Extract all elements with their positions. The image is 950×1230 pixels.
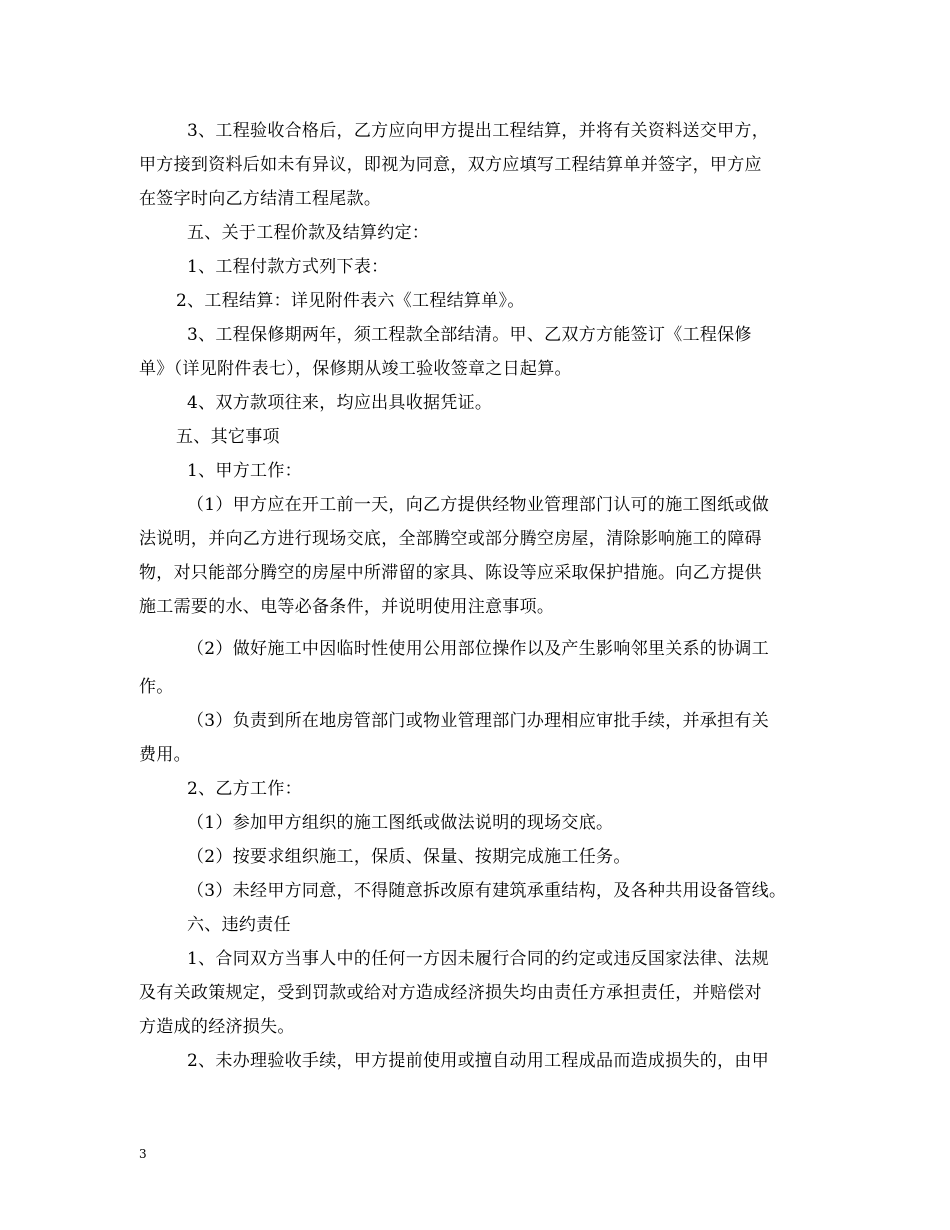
text-line: 在签字时向乙方结清工程尾款。 <box>139 189 382 209</box>
text-line: （3）未经甲方同意，不得随意拆改原有建筑承重结构，及各种共用设备管线。 <box>187 881 787 901</box>
text-line: （1）参加甲方组织的施工图纸或做法说明的现场交底。 <box>187 813 614 833</box>
text-line: 施工需要的水、电等必备条件，并说明使用注意事项。 <box>139 597 555 617</box>
text-line: 方造成的经济损失。 <box>139 1017 295 1037</box>
text-line: （1）甲方应在开工前一天，向乙方提供经物业管理部门认可的施工图纸或做 <box>187 495 770 515</box>
text-line: 作。 <box>139 677 174 697</box>
text-line: （2）按要求组织施工，保质、保量、按期完成施工任务。 <box>187 847 631 867</box>
text-line: 费用。 <box>139 745 191 765</box>
section-heading: 五、其它事项 <box>176 427 280 447</box>
text-line: 1、甲方工作： <box>187 461 302 481</box>
text-line: 及有关政策规定，受到罚款或给对方造成经济损失均由责任方承担责任，并赔偿对 <box>139 983 762 1003</box>
text-line: 1、合同双方当事人中的任何一方因未履行合同的约定或违反国家法律、法规 <box>187 949 770 969</box>
text-line: 2、工程结算：详见附件表六《工程结算单》。 <box>176 291 525 311</box>
page-number: 3 <box>139 1147 147 1161</box>
section-heading: 六、违约责任 <box>187 915 291 935</box>
text-line: 2、未办理验收手续，甲方提前使用或擅自动用工程成品而造成损失的，由甲 <box>187 1051 770 1071</box>
text-line: 4、双方款项往来，均应出具收据凭证。 <box>187 393 493 413</box>
text-line: 甲方接到资料后如未有异议，即视为同意，双方应填写工程结算单并签字，甲方应 <box>139 155 762 175</box>
text-line: （2）做好施工中因临时性使用公用部位操作以及产生影响邻里关系的协调工 <box>187 639 770 659</box>
text-line: 1、工程付款方式列下表： <box>187 257 389 277</box>
text-line: 3、工程验收合格后，乙方应向甲方提出工程结算，并将有关资料送交甲方， <box>187 121 770 141</box>
text-line: （3）负责到所在地房管部门或物业管理部门办理相应审批手续，并承担有关 <box>187 711 770 731</box>
text-line: 2、乙方工作： <box>187 779 302 799</box>
text-line: 物，对只能部分腾空的房屋中所滞留的家具、陈设等应采取保护措施。向乙方提供 <box>139 563 762 583</box>
section-heading: 五、关于工程价款及结算约定： <box>187 223 430 243</box>
text-line: 3、工程保修期两年，须工程款全部结清。甲、乙双方方能签订《工程保修 <box>187 325 752 345</box>
text-line: 单》（详见附件表七），保修期从竣工验收签章之日起算。 <box>139 359 572 379</box>
text-line: 法说明，并向乙方进行现场交底，全部腾空或部分腾空房屋，清除影响施工的障碍 <box>139 529 762 549</box>
